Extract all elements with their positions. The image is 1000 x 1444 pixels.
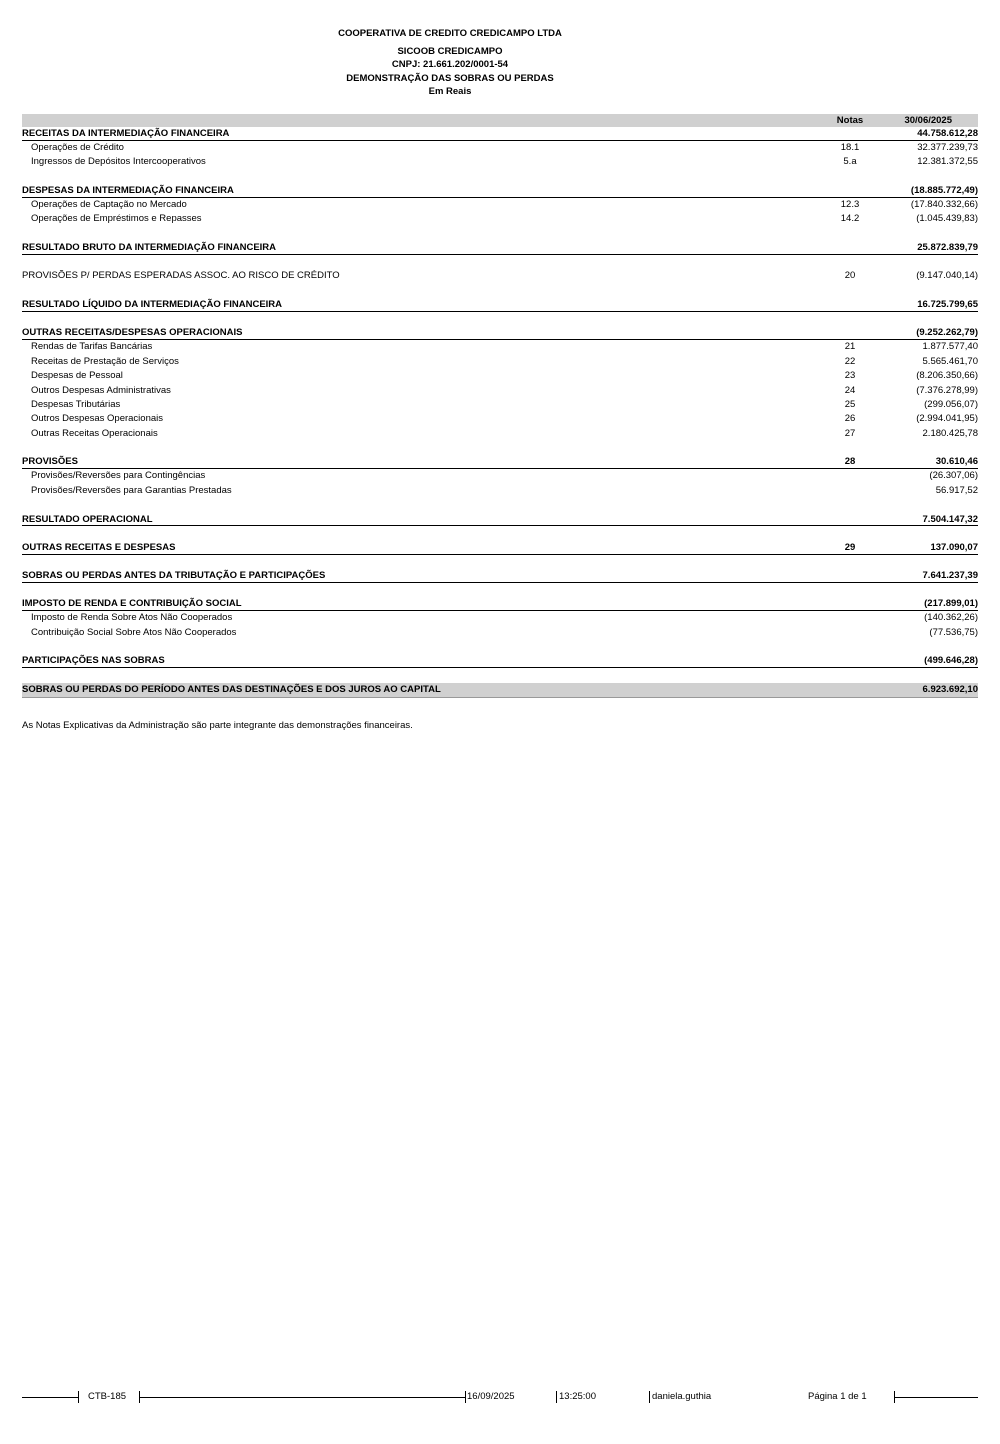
statement-table <box>22 114 978 698</box>
row-value: 44.758.612,28 <box>917 128 978 139</box>
row-label: Provisões/Reversões para Garantias Prestadas <box>31 484 232 496</box>
line-item-row <box>22 340 978 354</box>
cnpj: CNPJ: 21.661.202/0001-54 <box>391 59 509 70</box>
row-value: 6.923.692,10 <box>922 683 978 695</box>
row-label: Despesas Tributárias <box>31 398 121 410</box>
user-name: daniela.guthia <box>652 1391 712 1402</box>
line-item-row <box>22 484 978 498</box>
line-item-row <box>22 626 978 640</box>
system-name: SICOOB CREDICAMPO <box>397 46 503 57</box>
row-value: (140.362,26) <box>924 612 978 624</box>
row-label: PARTICIPAÇÕES NAS SOBRAS <box>22 655 165 667</box>
spacer-row <box>22 583 978 597</box>
page-number: Página 1 de 1 <box>808 1391 867 1402</box>
section-row <box>22 184 978 198</box>
row-label: Operações de Captação no Mercado <box>31 198 187 210</box>
line-item-row <box>22 611 978 625</box>
row-value: (9.147.040,14) <box>916 270 978 282</box>
line-item-row <box>22 427 978 441</box>
row-value: 25.872.839,79 <box>917 242 978 254</box>
row-label: Receitas de Prestação de Serviços <box>31 355 179 367</box>
section-row <box>22 269 978 283</box>
row-value: 32.377.239,73 <box>917 141 978 153</box>
row-nota: 23 <box>844 370 856 382</box>
spacer-row <box>22 640 978 654</box>
row-nota: 26 <box>844 413 856 425</box>
section-row <box>22 654 978 668</box>
line-item-row <box>22 412 978 426</box>
row-label: Outros Despesas Administrativas <box>31 384 171 396</box>
row-value: 7.504.147,32 <box>922 513 978 525</box>
line-item-row <box>22 198 978 212</box>
line-item-row <box>22 384 978 398</box>
row-value: (299.056,07) <box>924 398 978 410</box>
table-header <box>22 114 978 127</box>
line-item-row <box>22 141 978 155</box>
report-code: CTB-185 <box>88 1391 127 1402</box>
row-nota: 22 <box>844 355 856 367</box>
row-label: DESPESAS DA INTERMEDIAÇÃO FINANCEIRA <box>22 185 234 197</box>
row-value: (26.307,06) <box>929 470 978 482</box>
row-label: RECEITAS DA INTERMEDIAÇÃO FINANCEIRA <box>22 128 230 139</box>
row-value: 2.180.425,78 <box>922 427 978 439</box>
line-item-row <box>22 155 978 169</box>
line-item-row <box>22 469 978 483</box>
row-label: PROVISÕES <box>22 456 78 468</box>
row-label: SOBRAS OU PERDAS ANTES DA TRIBUTAÇÃO E PARTICIPAÇÕES <box>22 570 326 582</box>
row-label: OUTRAS RECEITAS/DESPESAS OPERACIONAIS <box>22 327 243 339</box>
row-label: Ingressos de Depósitos Intercooperativos <box>31 156 206 168</box>
row-label: Imposto de Renda Sobre Atos Não Cooperados <box>31 612 233 624</box>
row-nota: 5.a <box>843 156 857 168</box>
row-value: (17.840.332,66) <box>910 198 978 210</box>
row-nota: 25 <box>844 398 856 410</box>
row-value: (7.376.278,99) <box>916 384 978 396</box>
row-value: 30.610,46 <box>935 456 978 468</box>
spacer-row <box>22 284 978 298</box>
row-value: 137.090,07 <box>930 541 978 553</box>
row-value: (217.899,01) <box>924 598 978 610</box>
section-row <box>22 326 978 340</box>
row-value: 16.725.799,65 <box>917 299 978 311</box>
row-label: RESULTADO LÍQUIDO DA INTERMEDIAÇÃO FINANCEIRA <box>22 299 283 311</box>
date-header: 30/06/2025 <box>904 115 952 126</box>
row-label: Operações de Empréstimos e Repasses <box>31 213 202 225</box>
print-time: 13:25:00 <box>559 1391 596 1402</box>
report-title: DEMONSTRAÇÃO DAS SOBRAS OU PERDAS <box>346 73 554 84</box>
row-value: 1.877.577,40 <box>922 341 978 353</box>
row-nota: 28 <box>844 456 856 468</box>
row-label: SOBRAS OU PERDAS DO PERÍODO ANTES DAS DESTINAÇÕES E DOS JUROS AO CAPITAL <box>22 683 441 695</box>
row-label: Despesas de Pessoal <box>31 370 123 382</box>
spacer-row <box>22 555 978 569</box>
spacer-row <box>22 312 978 326</box>
row-value: 12.381.372,55 <box>917 156 978 168</box>
section-row <box>22 241 978 255</box>
spacer-row <box>22 526 978 540</box>
spacer-row <box>22 227 978 241</box>
row-nota: 24 <box>844 384 856 396</box>
section-row <box>22 569 978 583</box>
print-date: 16/09/2025 <box>467 1391 515 1402</box>
section-row <box>22 298 978 312</box>
row-label: Outras Receitas Operacionais <box>31 427 158 439</box>
row-label: Outros Despesas Operacionais <box>31 413 164 425</box>
row-nota: 12.3 <box>840 198 860 210</box>
line-item-row <box>22 398 978 412</box>
row-nota: 14.2 <box>840 213 860 225</box>
row-value: (1.045.439,83) <box>916 213 978 225</box>
company-name: COOPERATIVA DE CREDITO CREDICAMPO LTDA <box>338 28 562 39</box>
row-label: Contribuição Social Sobre Atos Não Cooperados <box>31 626 237 638</box>
line-item-row <box>22 369 978 383</box>
row-nota: 29 <box>844 541 856 553</box>
spacer-row <box>22 255 978 269</box>
line-item-row <box>22 355 978 369</box>
row-value: 7.641.237,39 <box>922 570 978 582</box>
row-value: (9.252.262,79) <box>916 327 978 339</box>
section-row <box>22 455 978 469</box>
row-value: 56.917,52 <box>935 484 978 496</box>
spacer-row <box>22 498 978 512</box>
row-value: (499.646,28) <box>924 655 978 667</box>
section-row <box>22 597 978 611</box>
section-row <box>22 127 978 141</box>
line-item-row <box>22 212 978 226</box>
row-value: (18.885.772,49) <box>910 185 978 197</box>
row-label: Provisões/Reversões para Contingências <box>31 470 206 482</box>
row-label: OUTRAS RECEITAS E DESPESAS <box>22 541 176 553</box>
row-value: 5.565.461,70 <box>922 355 978 367</box>
row-nota: 20 <box>844 270 856 282</box>
row-nota: 18.1 <box>840 141 860 153</box>
section-row <box>22 541 978 555</box>
section-row <box>22 683 978 698</box>
row-nota: 21 <box>844 341 856 353</box>
row-label: Operações de Crédito <box>31 141 124 153</box>
section-row <box>22 513 978 527</box>
unit-label: Em Reais <box>428 86 472 97</box>
row-label: Rendas de Tarifas Bancárias <box>31 341 153 353</box>
footnote: As Notas Explicativas da Administração são parte integrante das demonstrações financeiras. <box>22 720 413 731</box>
row-label: IMPOSTO DE RENDA E CONTRIBUIÇÃO SOCIAL <box>22 598 242 610</box>
row-label: RESULTADO OPERACIONAL <box>22 513 153 525</box>
spacer-row <box>22 668 978 682</box>
row-value: (8.206.350,66) <box>916 370 978 382</box>
row-label: RESULTADO BRUTO DA INTERMEDIAÇÃO FINANCEIRA <box>22 242 277 254</box>
notas-header: Notas <box>836 115 864 126</box>
row-label: PROVISÕES P/ PERDAS ESPERADAS ASSOC. AO RISCO DE CRÉDITO <box>22 270 340 282</box>
row-value: (2.994.041,95) <box>916 413 978 425</box>
page-footer <box>22 1390 978 1406</box>
row-nota: 27 <box>844 427 856 439</box>
row-value: (77.536,75) <box>929 626 978 638</box>
spacer-row <box>22 170 978 184</box>
spacer-row <box>22 441 978 455</box>
